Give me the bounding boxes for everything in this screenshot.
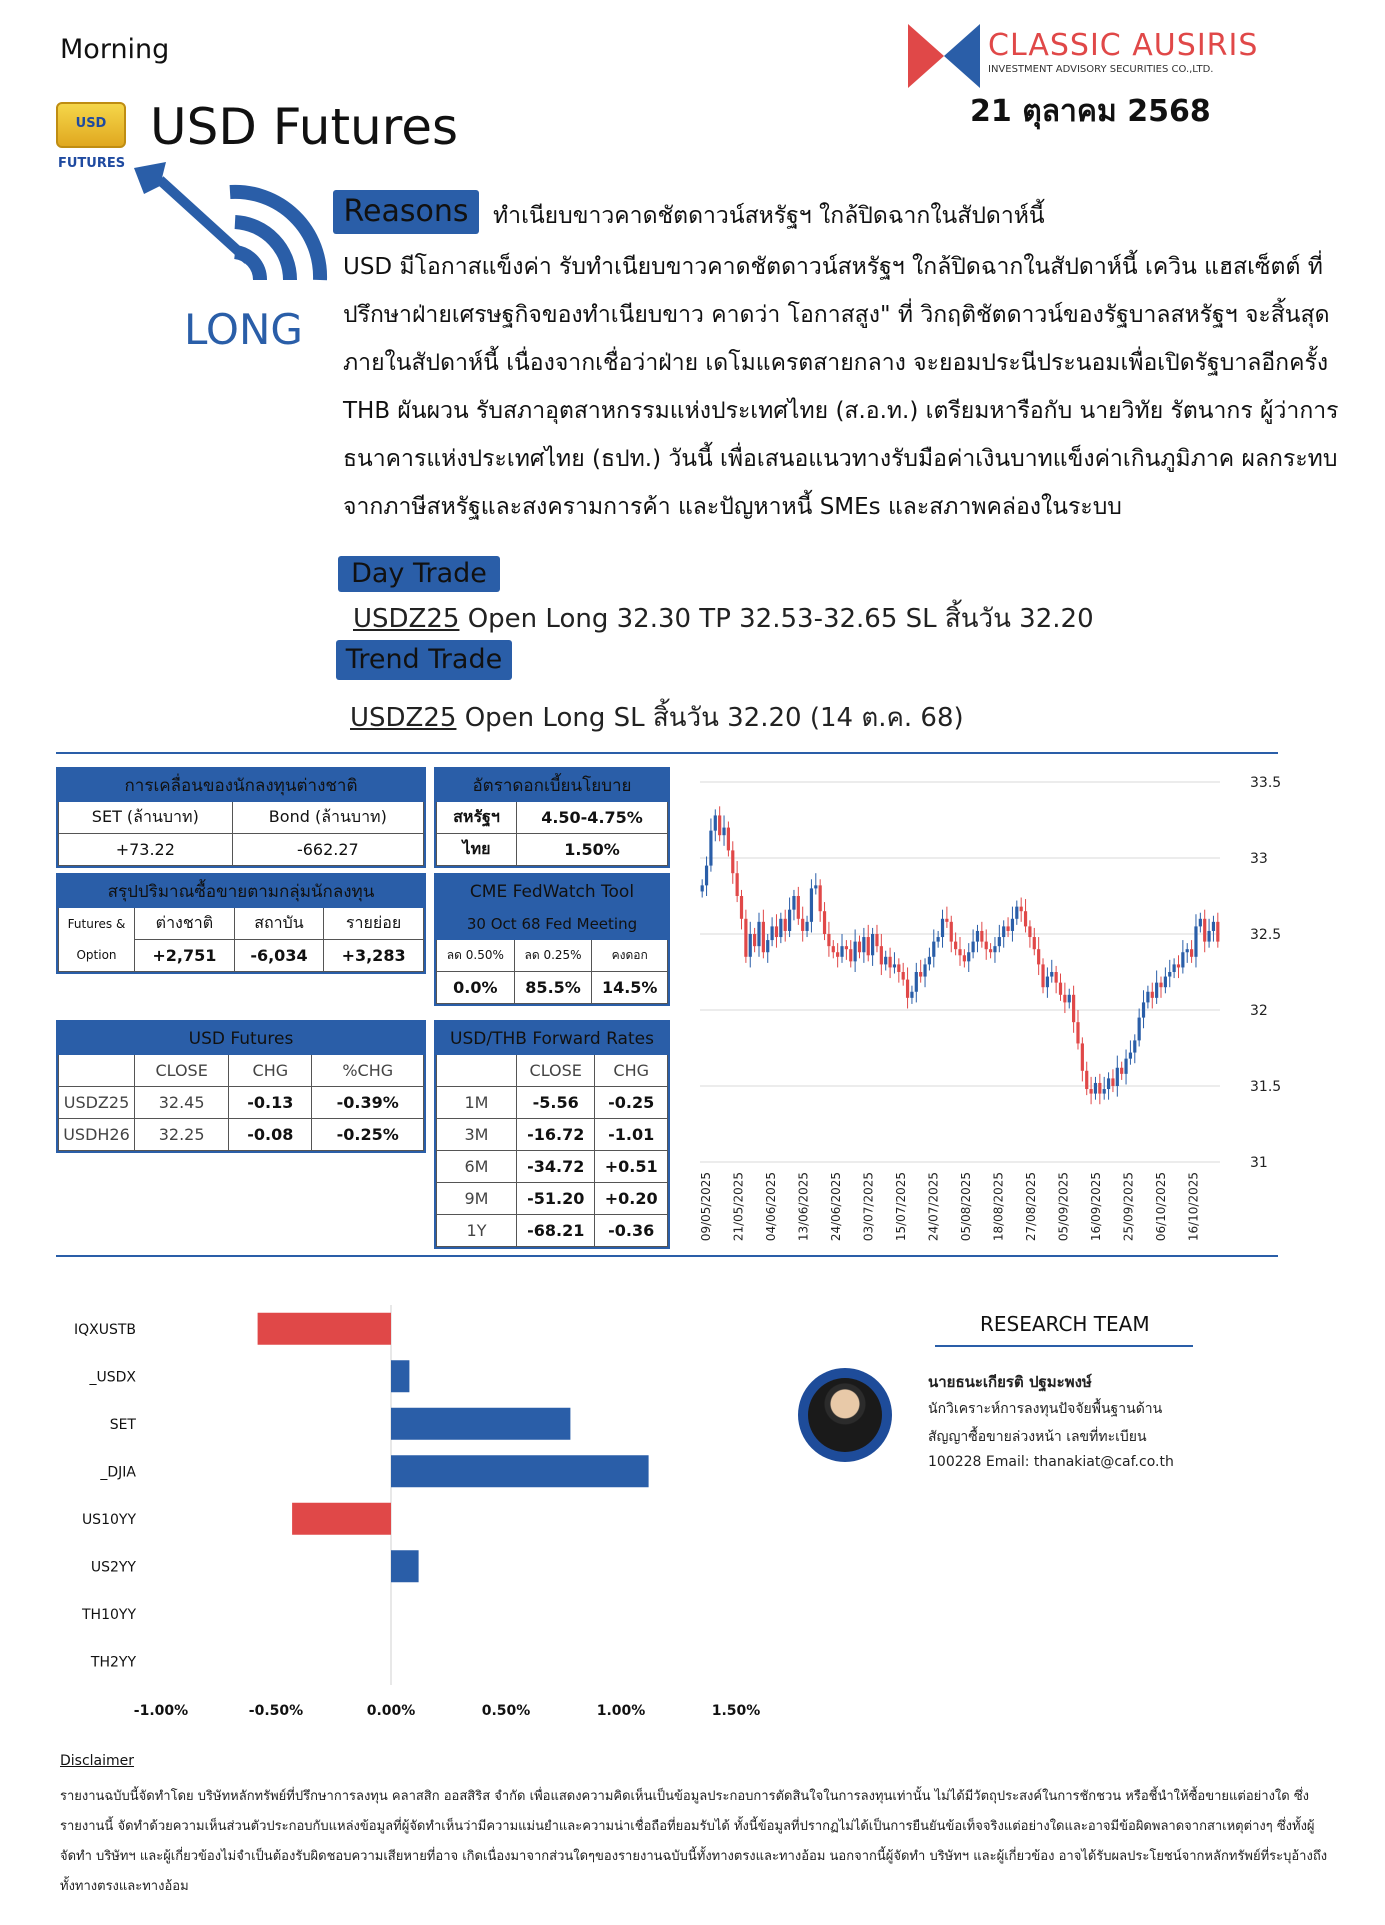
candle-body xyxy=(1212,922,1215,931)
trend-trade-text: Open Long SL สิ้นวัน 32.20 (14 ต.ค. 68) xyxy=(456,703,964,733)
analyst-avatar xyxy=(798,1368,892,1462)
close-value: 32.45 xyxy=(135,1087,229,1119)
candle-body xyxy=(757,922,760,946)
candle-body xyxy=(1190,949,1193,957)
bar-category-label: SET xyxy=(109,1416,136,1433)
usd-futures-logo: USD FUTURES xyxy=(56,102,126,148)
col-header xyxy=(59,1055,135,1087)
candle-body xyxy=(1020,907,1023,912)
x-tick-label: 16/10/2025 xyxy=(1186,1172,1201,1242)
investor-summary-title: สรุปปริมาณซื้อขายตามกลุ่มนักลงทุน xyxy=(59,876,424,908)
candle-body xyxy=(1203,919,1206,942)
foreign-flow-table xyxy=(56,767,426,868)
tenor: 6M xyxy=(437,1151,517,1183)
candle-body xyxy=(976,931,979,942)
candle-body xyxy=(840,946,843,957)
x-tick-label: 03/07/2025 xyxy=(861,1172,876,1242)
analyst-name: นายธนะเกียรติ ปฐมะพงษ์ xyxy=(928,1373,1092,1391)
pct-chg-header: %CHG xyxy=(312,1055,424,1087)
candle-body xyxy=(1151,992,1154,998)
hold-value: 14.5% xyxy=(592,972,668,1004)
research-team-title: RESEARCH TEAM xyxy=(980,1312,1150,1336)
candle-body xyxy=(1098,1083,1101,1094)
foreign-header: ต่างชาติ xyxy=(135,908,235,940)
retail-header: รายย่อย xyxy=(324,908,424,940)
candle-body xyxy=(1164,977,1167,988)
set-header: SET (ล้านบาท) xyxy=(59,802,233,834)
candle-body xyxy=(1103,1089,1106,1094)
candle-body xyxy=(1194,926,1197,956)
foreign-flow-title: การเคลื่อนของนักลงทุนต่างชาติ xyxy=(59,770,424,802)
candle-body xyxy=(832,946,835,952)
futures-option-label: Option xyxy=(59,940,135,972)
hold-header: คงดอก xyxy=(592,940,668,972)
candle-body xyxy=(1059,983,1062,995)
x-tick-label: 1.50% xyxy=(711,1703,761,1719)
candle-body xyxy=(985,942,988,950)
candle-body xyxy=(762,922,765,952)
candle-body xyxy=(871,934,874,955)
report-period: Morning xyxy=(60,34,170,65)
candle-body xyxy=(1138,1018,1141,1041)
candle-body xyxy=(1024,911,1027,926)
candle-body xyxy=(1028,926,1031,937)
company-subtitle: INVESTMENT ADVISORY SECURITIES CO.,LTD. xyxy=(988,64,1214,75)
candle-body xyxy=(1011,919,1014,931)
candle-body xyxy=(867,937,870,955)
forward-chg: -0.36 xyxy=(595,1215,668,1247)
institution-header: สถาบัน xyxy=(234,908,323,940)
target-dart-icon xyxy=(130,160,320,280)
chg-header: CHG xyxy=(595,1055,668,1087)
trend-trade-recommendation xyxy=(350,697,964,738)
candle-body xyxy=(963,955,966,961)
candle-body xyxy=(954,942,957,950)
candle-body xyxy=(1116,1068,1119,1086)
candle-body xyxy=(1107,1078,1110,1089)
usd-futures-table xyxy=(56,1020,426,1153)
candle-body xyxy=(980,931,983,942)
forward-chg: -0.25 xyxy=(595,1087,668,1119)
candle-body xyxy=(797,896,800,919)
candle-body xyxy=(1033,937,1036,949)
candle-body xyxy=(1046,977,1049,988)
reason-line: ธนาคารแห่งประเทศไทย (ธปท.) วันนี้ เพื่อเสนอแนวทางรับมือค่าเงินบาทแข็งค่าเกินภูมิภาค ผลกระทบ xyxy=(343,446,1338,472)
bar xyxy=(391,1550,419,1582)
fedwatch-title: CME FedWatch Tool xyxy=(437,876,668,908)
chg-header: CHG xyxy=(229,1055,312,1087)
candle-body xyxy=(897,964,900,972)
cut-25-header: ลด 0.25% xyxy=(514,940,592,972)
day-trade-recommendation xyxy=(353,598,1094,639)
candle-body xyxy=(1063,995,1066,1003)
tenor: 3M xyxy=(437,1119,517,1151)
company-name: CLASSIC AUSIRIS xyxy=(988,28,1259,63)
close-header: CLOSE xyxy=(517,1055,595,1087)
candle-body xyxy=(919,972,922,977)
candle-body xyxy=(989,949,992,952)
bar-category-label: US2YY xyxy=(90,1559,136,1576)
company-logo-icon xyxy=(908,20,980,92)
candle-body xyxy=(1199,919,1202,927)
x-tick-label: 04/06/2025 xyxy=(764,1172,778,1242)
x-tick-label: 24/06/2025 xyxy=(829,1172,843,1242)
day-trade-tag: Day Trade xyxy=(338,556,500,592)
candle-body xyxy=(1055,972,1058,983)
candle-body xyxy=(1155,983,1158,998)
candle-body xyxy=(1089,1089,1092,1094)
close-value: 32.25 xyxy=(135,1119,229,1151)
candle-body xyxy=(1015,907,1018,919)
bond-value: -662.27 xyxy=(232,834,423,866)
x-tick-label: 0.00% xyxy=(366,1703,416,1719)
pct-chg-value: -0.39% xyxy=(312,1087,424,1119)
report-date: 21 ตุลาคม 2568 xyxy=(970,94,1211,129)
rate-value: 4.50-4.75% xyxy=(517,802,668,834)
bar xyxy=(391,1455,649,1487)
candle-body xyxy=(1142,1002,1145,1017)
candle-body xyxy=(836,952,839,957)
candle-body xyxy=(972,942,975,953)
candle-body xyxy=(1133,1040,1136,1052)
candle-body xyxy=(1120,1068,1123,1074)
cut-50-value: 0.0% xyxy=(437,972,515,1004)
candle-body xyxy=(1006,926,1009,931)
contract-symbol: USDH26 xyxy=(59,1119,135,1151)
x-tick-label: 13/06/2025 xyxy=(796,1172,811,1242)
candle-body xyxy=(884,957,887,965)
candle-body xyxy=(753,934,756,946)
candle-body xyxy=(766,940,769,952)
fedwatch-subtitle: 30 Oct 68 Fed Meeting xyxy=(437,908,668,940)
candle-body xyxy=(749,934,752,957)
candle-body xyxy=(910,992,913,998)
candle-body xyxy=(819,885,822,911)
analyst-contact: 100228 Email: thanakiat@caf.co.th xyxy=(928,1454,1174,1470)
y-tick-label: 32 xyxy=(1250,1003,1268,1019)
x-tick-label: 18/08/2025 xyxy=(991,1172,1006,1242)
bar-category-label: _DJIA xyxy=(100,1464,136,1481)
candle-body xyxy=(915,972,918,992)
candle-body xyxy=(937,937,940,942)
bar-category-label: US10YY xyxy=(81,1511,136,1528)
chg-value: -0.13 xyxy=(229,1087,312,1119)
reason-line: ปรึกษาฝ่ายเศรษฐกิจของทำเนียบขาว คาดว่า โอกาสสูง" ที่ วิกฤติชัตดาวน์ของรัฐบาลสหรัฐฯ จะสิ้นสุด xyxy=(343,302,1330,328)
candle-body xyxy=(902,972,905,980)
day-trade-text: Open Long 32.30 TP 32.53-32.65 SL สิ้นวัน 32.20 xyxy=(459,604,1094,634)
forward-close: -16.72 xyxy=(517,1119,595,1151)
x-tick-label: 27/08/2025 xyxy=(1024,1172,1038,1242)
rate-value: 1.50% xyxy=(517,834,668,866)
page-title: USD Futures xyxy=(150,98,459,156)
candle-body xyxy=(958,949,961,955)
candle-body xyxy=(1181,952,1184,967)
disclaimer-title: Disclaimer xyxy=(60,1753,135,1769)
candle-body xyxy=(771,926,774,940)
cut-50-header: ลด 0.50% xyxy=(437,940,515,972)
contract-symbol: USDZ25 xyxy=(59,1087,135,1119)
pct-chg-value: -0.25% xyxy=(312,1119,424,1151)
candle-body xyxy=(701,885,704,891)
candle-body xyxy=(1186,949,1189,952)
y-tick-label: 33.5 xyxy=(1250,775,1282,791)
x-tick-label: 25/09/2025 xyxy=(1121,1172,1136,1242)
reason-line: THB ผันผวน รับสภาอุตสาหกรรมแห่งประเทศไทย (ส.อ.ท.) เตรียมหารือกับ นายวิทัย รัตนากร ผู้ว่าการ xyxy=(343,398,1339,424)
y-tick-label: 31 xyxy=(1250,1155,1268,1171)
reason-line: ภายในสัปดาห์นี้ เนื่องจากเชื่อว่าฝ่าย เดโมแครตสายกลาง จะยอมประนีประนอมเพื่อเปิดรัฐบาลอีกครั้ง xyxy=(343,350,1329,376)
trend-trade-tag: Trend Trade xyxy=(336,640,512,680)
candle-body xyxy=(731,850,734,873)
candle-body xyxy=(705,866,708,886)
candle-body xyxy=(740,896,743,919)
candle-body xyxy=(932,942,935,957)
candle-body xyxy=(736,873,739,896)
candle-body xyxy=(845,946,848,949)
candle-body xyxy=(875,934,878,946)
y-tick-label: 32.5 xyxy=(1250,927,1282,943)
y-tick-label: 33 xyxy=(1250,851,1268,867)
forward-close: -5.56 xyxy=(517,1087,595,1119)
forward-rates-title: USD/THB Forward Rates xyxy=(437,1023,668,1055)
candle-body xyxy=(849,949,852,961)
candle-body xyxy=(1085,1071,1088,1089)
candle-body xyxy=(718,815,721,835)
trend-trade-symbol: USDZ25 xyxy=(350,703,457,733)
y-tick-label: 31.5 xyxy=(1250,1079,1282,1095)
rate-country: ไทย xyxy=(437,834,517,866)
bar-category-label: TH2YY xyxy=(90,1654,136,1671)
candle-body xyxy=(998,937,1001,946)
bond-header: Bond (ล้านบาท) xyxy=(232,802,423,834)
candle-body xyxy=(1094,1083,1097,1094)
signal-label: LONG xyxy=(184,305,303,354)
candle-body xyxy=(784,919,787,931)
candle-body xyxy=(1041,964,1044,987)
reason-line: USD มีโอกาสแข็งค่า รับทำเนียบขาวคาดชัตดาวน์สหรัฐฯ ใกล้ปิดฉากในสัปดาห์นี้ เควิน แฮสเซ็ตต์ ที่ xyxy=(343,254,1323,280)
bar-category-label: IQXUSTB xyxy=(73,1321,136,1338)
candle-body xyxy=(1216,922,1219,942)
forward-chg: -1.01 xyxy=(595,1119,668,1151)
candle-body xyxy=(788,910,791,931)
candle-body xyxy=(923,964,926,976)
candle-body xyxy=(801,919,804,931)
candle-body xyxy=(727,828,730,851)
x-tick-label: 05/08/2025 xyxy=(959,1172,973,1242)
candle-body xyxy=(1207,931,1210,942)
analyst-role: นักวิเคราะห์การลงทุนปัจจัยพื้นฐานด้าน xyxy=(928,1401,1163,1417)
bar-category-label: _USDX xyxy=(89,1369,136,1386)
usd-thb-candlestick-chart xyxy=(690,762,1290,1252)
market-change-bar-chart xyxy=(56,1285,776,1735)
x-tick-label: 21/05/2025 xyxy=(731,1172,746,1242)
candle-body xyxy=(1050,972,1053,977)
day-trade-symbol: USDZ25 xyxy=(353,604,460,634)
candle-body xyxy=(1168,972,1171,977)
x-tick-label: 1.00% xyxy=(596,1703,646,1719)
x-tick-label: 0.50% xyxy=(481,1703,531,1719)
col-header xyxy=(437,1055,517,1087)
reason-line: จากภาษีสหรัฐและสงครามการค้า และปัญหาหนี้ SMEs และสภาพคล่องในระบบ xyxy=(343,494,1122,520)
fedwatch-table xyxy=(434,873,670,1006)
tenor: 1M xyxy=(437,1087,517,1119)
policy-rate-table xyxy=(434,767,670,868)
reasons-tag: Reasons xyxy=(333,190,479,234)
foreign-value: +2,751 xyxy=(135,940,235,972)
candle-body xyxy=(792,896,795,910)
x-tick-label: 05/09/2025 xyxy=(1056,1172,1071,1242)
x-tick-label: -1.00% xyxy=(133,1703,189,1719)
forward-chg: +0.51 xyxy=(595,1151,668,1183)
divider xyxy=(56,752,1278,754)
candle-body xyxy=(993,946,996,952)
candle-body xyxy=(775,926,778,937)
forward-close: -34.72 xyxy=(517,1151,595,1183)
candle-body xyxy=(950,922,953,942)
disclaimer-text: รายงานฉบับนี้จัดทำโดย บริษัทหลักทรัพย์ที่ปรึกษาการลงทุน คลาสสิก ออสสิริส จำกัด เพื่อแสดงความคิดเห็นเป็นข้อมูลประกอบการตัดสินใจในการลงทุนเท่านั้น ไม่ได้มีวัตถุประสงค์ในการชักชวน หรือชี้นำให้ซื้อขายแต่อย่างใด ซึ่งรายงานนี้ จัดทำด้วยความเห็นส่วนตัวประกอบกับแหล่งข้อมูลที่ผู้จัดทำเห็นว่ามีความแม่นยำและความน่าเชื่อถือที่ยอมรับได้ ทั้งนี้ข้อมูลที่ปรากฏไม่ได้เป็นการยืนยันข้อเท็จจริงแต่อย่างใดและอาจมีข้อผิดพลาดจากสาเหตุต่างๆ ซึ่งทั้งผู้จัดทำ บริษัทฯ และผู้เกี่ยวข้องไม่จำเป็นต้องรับผิดชอบความเสียหายที่อาจ เกิดเนื่องมาจากส่วนใดๆของรายงานฉบับนี้ทั้งทางตรงและทางอ้อม นอกจากนี้ผู้จัดทำ บริษัทฯ และผู้เกี่ยวข้อง อาจได้รับผลประโยชน์จากหลักทรัพย์ที่ระบุอ้างถึงทั้งทางตรงและทางอ้อม xyxy=(60,1789,1328,1894)
candle-body xyxy=(1124,1059,1127,1074)
candle-body xyxy=(1068,995,1071,1003)
candle-body xyxy=(906,980,909,998)
candle-body xyxy=(1076,1022,1079,1043)
candle-body xyxy=(744,919,747,957)
bar xyxy=(391,1360,409,1392)
candle-body xyxy=(858,942,861,953)
candle-body xyxy=(1177,964,1180,967)
set-value: +73.22 xyxy=(59,834,233,866)
tenor: 9M xyxy=(437,1183,517,1215)
bar xyxy=(391,1408,570,1440)
cut-25-value: 85.5% xyxy=(514,972,592,1004)
candle-body xyxy=(714,815,717,830)
analyst-role: สัญญาซื้อขายล่วงหน้า เลขที่ทะเบียน xyxy=(928,1429,1147,1445)
bar xyxy=(258,1313,391,1345)
candle-body xyxy=(941,919,944,937)
candle-body xyxy=(810,888,813,921)
candle-body xyxy=(928,957,931,965)
institution-value: -6,034 xyxy=(234,940,323,972)
candle-body xyxy=(823,911,826,934)
x-tick-label: 15/07/2025 xyxy=(894,1172,908,1242)
candle-body xyxy=(722,828,725,836)
reasons-headline: ทำเนียบขาวคาดชัตดาวน์สหรัฐฯ ใกล้ปิดฉากในสัปดาห์นี้ xyxy=(493,203,1045,229)
forward-close: -68.21 xyxy=(517,1215,595,1247)
candle-body xyxy=(1159,983,1162,988)
bar-category-label: TH10YY xyxy=(82,1606,136,1623)
candle-body xyxy=(854,942,857,962)
candle-body xyxy=(1037,949,1040,964)
candle-body xyxy=(862,937,865,952)
futures-option-label: Futures & xyxy=(59,908,135,940)
candle-body xyxy=(805,922,808,931)
x-tick-label: 16/09/2025 xyxy=(1089,1172,1103,1242)
forward-chg: +0.20 xyxy=(595,1183,668,1215)
candle-body xyxy=(893,964,896,967)
rate-country: สหรัฐฯ xyxy=(437,802,517,834)
tenor: 1Y xyxy=(437,1215,517,1247)
chg-value: -0.08 xyxy=(229,1119,312,1151)
candle-body xyxy=(1111,1078,1114,1086)
usd-futures-title: USD Futures xyxy=(59,1023,424,1055)
candle-body xyxy=(1081,1043,1084,1070)
candle-body xyxy=(880,946,883,964)
candle-body xyxy=(1129,1053,1132,1059)
candle-body xyxy=(888,957,891,968)
policy-rate-title: อัตราดอกเบี้ยนโยบาย xyxy=(437,770,668,802)
candle-body xyxy=(945,919,948,922)
x-tick-label: 24/07/2025 xyxy=(926,1172,941,1242)
divider xyxy=(56,1255,1278,1257)
candle-body xyxy=(967,952,970,961)
forward-rates-table xyxy=(434,1020,670,1249)
retail-value: +3,283 xyxy=(324,940,424,972)
candle-body xyxy=(814,885,817,888)
candle-body xyxy=(827,934,830,946)
divider xyxy=(935,1345,1193,1347)
x-tick-label: 09/05/2025 xyxy=(699,1172,713,1242)
candle-body xyxy=(1146,992,1149,1003)
bar xyxy=(292,1503,391,1535)
forward-close: -51.20 xyxy=(517,1183,595,1215)
candle-body xyxy=(1072,995,1075,1022)
candle-body xyxy=(1173,964,1176,972)
x-tick-label: 06/10/2025 xyxy=(1154,1172,1168,1242)
x-tick-label: -0.50% xyxy=(248,1703,304,1719)
candle-body xyxy=(779,919,782,937)
close-header: CLOSE xyxy=(135,1055,229,1087)
candle-body xyxy=(709,831,712,866)
candle-body xyxy=(1002,926,1005,937)
investor-summary-table xyxy=(56,873,426,974)
